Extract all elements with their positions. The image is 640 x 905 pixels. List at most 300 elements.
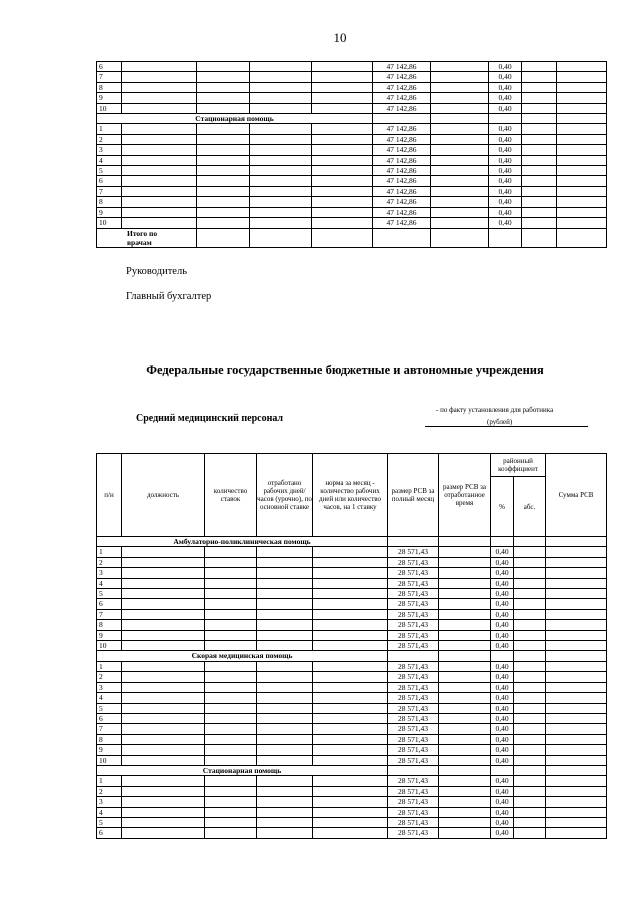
- empty-cell: [257, 589, 313, 599]
- table-row: [97, 547, 607, 557]
- coef-cell: 0,40: [491, 755, 514, 765]
- empty-cell: [546, 682, 607, 692]
- salary-cell: 47 142,86: [373, 207, 431, 217]
- empty-cell: [522, 72, 557, 82]
- empty-cell: [205, 589, 257, 599]
- table-row: [97, 176, 607, 186]
- empty-cell: [312, 207, 373, 217]
- empty-cell: [313, 599, 388, 609]
- note-line-1: - по факту установления для работника: [436, 406, 554, 414]
- empty-cell: [205, 797, 257, 807]
- empty-cell: [439, 734, 491, 744]
- row-number: 8: [97, 82, 122, 92]
- table-row: [97, 186, 607, 196]
- coef-cell: 0,40: [491, 630, 514, 640]
- empty-cell: [122, 797, 205, 807]
- empty-cell: [205, 661, 257, 671]
- salary-cell: 47 142,86: [373, 145, 431, 155]
- salary-cell: 47 142,86: [373, 72, 431, 82]
- empty-cell: [313, 578, 388, 588]
- empty-cell: [257, 745, 313, 755]
- empty-cell: [546, 578, 607, 588]
- empty-cell: [122, 745, 205, 755]
- salary-cell: 47 142,86: [373, 166, 431, 176]
- header-worked: отработано рабочих дней/ часов (урочно), по основной ставке: [257, 454, 313, 537]
- empty-cell: [431, 124, 489, 134]
- empty-cell: [313, 630, 388, 640]
- empty-cell: [546, 776, 607, 786]
- empty-cell: [557, 72, 607, 82]
- section-row: [97, 651, 607, 661]
- row-number: 10: [97, 755, 122, 765]
- salary-cell: 28 571,43: [388, 641, 439, 651]
- empty-cell: [205, 547, 257, 557]
- empty-cell: [514, 713, 546, 723]
- empty-cell: [546, 713, 607, 723]
- empty-cell: [557, 62, 607, 72]
- coef-cell: 0,40: [491, 620, 514, 630]
- empty-cell: [122, 724, 205, 734]
- table-row: [97, 724, 607, 734]
- empty-cell: [122, 103, 197, 113]
- empty-cell: [205, 817, 257, 827]
- empty-cell: [439, 765, 491, 775]
- coef-cell: 0,40: [491, 797, 514, 807]
- empty-cell: [313, 661, 388, 671]
- row-number: 5: [97, 166, 122, 176]
- empty-cell: [514, 745, 546, 755]
- empty-cell: [313, 568, 388, 578]
- empty-cell: [197, 134, 250, 144]
- empty-cell: [250, 134, 312, 144]
- header-rsv-worked: размер РСВ за отработанное время: [439, 454, 491, 537]
- coef-cell: 0,40: [491, 682, 514, 692]
- table-row: [97, 703, 607, 713]
- empty-cell: [514, 578, 546, 588]
- empty-cell: [257, 797, 313, 807]
- empty-cell: [122, 776, 205, 786]
- empty-cell: [546, 724, 607, 734]
- empty-cell: [197, 176, 250, 186]
- empty-cell: [205, 745, 257, 755]
- empty-cell: [257, 609, 313, 619]
- empty-cell: [122, 134, 197, 144]
- empty-cell: [313, 557, 388, 567]
- empty-cell: [439, 786, 491, 796]
- row-number: 3: [97, 797, 122, 807]
- total-label: [97, 228, 197, 247]
- empty-cell: [313, 682, 388, 692]
- coef-cell: 0,40: [489, 186, 522, 196]
- empty-cell: [122, 176, 197, 186]
- empty-cell: [257, 807, 313, 817]
- empty-cell: [313, 807, 388, 817]
- empty-cell: [557, 103, 607, 113]
- empty-cell: [122, 672, 205, 682]
- header-position: должность: [122, 454, 205, 537]
- empty-cell: [197, 145, 250, 155]
- row-number: 7: [97, 186, 122, 196]
- empty-cell: [122, 734, 205, 744]
- coef-cell: 0,40: [491, 807, 514, 817]
- table-row: [97, 599, 607, 609]
- empty-cell: [431, 207, 489, 217]
- empty-cell: [546, 589, 607, 599]
- row-number: 1: [97, 661, 122, 671]
- empty-cell: [250, 82, 312, 92]
- empty-cell: [431, 134, 489, 144]
- empty-cell: [522, 124, 557, 134]
- empty-cell: [313, 734, 388, 744]
- empty-cell: [439, 651, 491, 661]
- empty-cell: [257, 620, 313, 630]
- empty-cell: [197, 218, 250, 228]
- empty-cell: [257, 713, 313, 723]
- salary-cell: 28 571,43: [388, 776, 439, 786]
- row-number: 2: [97, 786, 122, 796]
- empty-cell: [122, 807, 205, 817]
- empty-cell: [439, 630, 491, 640]
- empty-cell: [522, 197, 557, 207]
- empty-cell: [205, 578, 257, 588]
- row-number: 1: [97, 776, 122, 786]
- table-row: [97, 786, 607, 796]
- coef-cell: 0,40: [489, 124, 522, 134]
- empty-cell: [205, 724, 257, 734]
- empty-cell: [312, 155, 373, 165]
- note-underline: [425, 426, 588, 427]
- empty-cell: [205, 734, 257, 744]
- row-number: 10: [97, 218, 122, 228]
- row-number: 3: [97, 568, 122, 578]
- header-coef-abs: абс.: [514, 477, 546, 537]
- empty-cell: [122, 630, 205, 640]
- coef-cell: 0,40: [489, 62, 522, 72]
- empty-cell: [250, 166, 312, 176]
- salary-cell: 28 571,43: [388, 713, 439, 723]
- empty-cell: [439, 745, 491, 755]
- table-row: [97, 589, 607, 599]
- empty-cell: [122, 547, 205, 557]
- empty-cell: [514, 682, 546, 692]
- empty-cell: [514, 641, 546, 651]
- empty-cell: [313, 693, 388, 703]
- empty-cell: [205, 693, 257, 703]
- row-number: 3: [97, 145, 122, 155]
- empty-cell: [491, 765, 514, 775]
- salary-cell: 28 571,43: [388, 745, 439, 755]
- empty-cell: [431, 186, 489, 196]
- empty-cell: [197, 93, 250, 103]
- header-coef-pct: %: [491, 477, 514, 537]
- coef-cell: 0,40: [491, 589, 514, 599]
- table-row: [97, 166, 607, 176]
- salary-cell: 28 571,43: [388, 786, 439, 796]
- empty-cell: [439, 609, 491, 619]
- note-line-2: (рублей): [487, 418, 513, 426]
- empty-cell: [205, 630, 257, 640]
- empty-cell: [257, 641, 313, 651]
- salary-cell: 47 142,86: [373, 62, 431, 72]
- table-row: [97, 828, 607, 838]
- empty-cell: [205, 620, 257, 630]
- coef-cell: 0,40: [491, 661, 514, 671]
- empty-cell: [514, 734, 546, 744]
- empty-cell: [122, 72, 197, 82]
- table-row: [97, 568, 607, 578]
- empty-cell: [546, 641, 607, 651]
- header-sum: Сумма РСВ: [546, 454, 607, 537]
- empty-cell: [439, 755, 491, 765]
- empty-cell: [312, 93, 373, 103]
- empty-cell: [514, 609, 546, 619]
- empty-cell: [313, 828, 388, 838]
- empty-cell: [257, 672, 313, 682]
- row-number: 7: [97, 724, 122, 734]
- row-number: 9: [97, 745, 122, 755]
- empty-cell: [122, 682, 205, 692]
- coef-cell: 0,40: [491, 693, 514, 703]
- empty-cell: [431, 166, 489, 176]
- empty-cell: [522, 145, 557, 155]
- empty-cell: [197, 62, 250, 72]
- empty-cell: [557, 124, 607, 134]
- row-number: 8: [97, 620, 122, 630]
- table-row: [97, 557, 607, 567]
- row-number: 2: [97, 672, 122, 682]
- empty-cell: [514, 765, 546, 775]
- empty-cell: [312, 166, 373, 176]
- table-row: [97, 82, 607, 92]
- salary-cell: 28 571,43: [388, 589, 439, 599]
- coef-cell: 0,40: [491, 568, 514, 578]
- empty-cell: [250, 124, 312, 134]
- salary-cell: 28 571,43: [388, 630, 439, 640]
- empty-cell: [439, 578, 491, 588]
- table-row: [97, 641, 607, 651]
- coef-cell: 0,40: [489, 134, 522, 144]
- empty-cell: [257, 578, 313, 588]
- empty-cell: [431, 72, 489, 82]
- empty-cell: [546, 568, 607, 578]
- empty-cell: [557, 197, 607, 207]
- empty-cell: [514, 630, 546, 640]
- empty-cell: [122, 93, 197, 103]
- empty-cell: [546, 807, 607, 817]
- empty-cell: [122, 599, 205, 609]
- empty-cell: [514, 786, 546, 796]
- empty-cell: [257, 568, 313, 578]
- coef-cell: 0,40: [489, 155, 522, 165]
- empty-cell: [546, 609, 607, 619]
- coef-cell: 0,40: [489, 103, 522, 113]
- coef-cell: 0,40: [489, 72, 522, 82]
- coef-cell: 0,40: [489, 218, 522, 228]
- header-num: п/н: [97, 454, 122, 537]
- empty-cell: [546, 745, 607, 755]
- salary-cell: 47 142,86: [373, 134, 431, 144]
- empty-cell: [257, 703, 313, 713]
- table-row: [97, 620, 607, 630]
- empty-cell: [122, 166, 197, 176]
- row-number: 5: [97, 703, 122, 713]
- empty-cell: [546, 817, 607, 827]
- salary-cell: 28 571,43: [388, 568, 439, 578]
- doctors-table-body-a: [97, 62, 607, 114]
- doctors-table: [96, 61, 607, 248]
- row-number: 7: [97, 609, 122, 619]
- empty-cell: [122, 828, 205, 838]
- salary-cell: 47 142,86: [373, 155, 431, 165]
- table-row: [97, 713, 607, 723]
- empty-cell: [250, 218, 312, 228]
- empty-cell: [313, 641, 388, 651]
- coef-cell: 0,40: [491, 609, 514, 619]
- coef-cell: 0,40: [489, 82, 522, 92]
- salary-cell: 47 142,86: [373, 197, 431, 207]
- empty-cell: [122, 82, 197, 92]
- empty-cell: [257, 557, 313, 567]
- table-row: [97, 693, 607, 703]
- section-row: [97, 765, 607, 775]
- empty-cell: [546, 734, 607, 744]
- table-row: [97, 134, 607, 144]
- empty-cell: [431, 176, 489, 186]
- row-number: 6: [97, 176, 122, 186]
- row-number: 9: [97, 93, 122, 103]
- row-number: 5: [97, 589, 122, 599]
- row-number: 6: [97, 62, 122, 72]
- empty-cell: [250, 207, 312, 217]
- empty-cell: [439, 817, 491, 827]
- coef-cell: 0,40: [489, 207, 522, 217]
- empty-cell: [431, 103, 489, 113]
- coef-cell: 0,40: [491, 734, 514, 744]
- row-number: 4: [97, 578, 122, 588]
- row-number: 9: [97, 630, 122, 640]
- empty-cell: [122, 817, 205, 827]
- coef-cell: 0,40: [489, 197, 522, 207]
- empty-cell: [439, 703, 491, 713]
- empty-cell: [546, 630, 607, 640]
- empty-cell: [522, 207, 557, 217]
- table-row: [97, 745, 607, 755]
- table-row: [97, 207, 607, 217]
- section-row: [97, 537, 607, 547]
- empty-cell: [313, 589, 388, 599]
- empty-cell: [514, 557, 546, 567]
- table-row: [97, 682, 607, 692]
- row-number: 1: [97, 547, 122, 557]
- empty-cell: [250, 186, 312, 196]
- total-row: [97, 228, 607, 247]
- empty-cell: [514, 797, 546, 807]
- row-number: 10: [97, 103, 122, 113]
- empty-cell: [522, 82, 557, 92]
- empty-cell: [439, 641, 491, 651]
- empty-cell: [313, 755, 388, 765]
- empty-cell: [257, 828, 313, 838]
- empty-cell: [439, 620, 491, 630]
- nurses-table: [96, 453, 607, 839]
- empty-cell: [205, 609, 257, 619]
- empty-cell: [522, 176, 557, 186]
- empty-cell: [205, 828, 257, 838]
- empty-cell: [557, 145, 607, 155]
- empty-cell: [313, 724, 388, 734]
- table-row: [97, 807, 607, 817]
- salary-cell: 28 571,43: [388, 693, 439, 703]
- row-number: 4: [97, 693, 122, 703]
- empty-cell: [257, 786, 313, 796]
- empty-cell: [557, 218, 607, 228]
- salary-cell: 28 571,43: [388, 661, 439, 671]
- empty-cell: [439, 589, 491, 599]
- section-row: [97, 114, 607, 124]
- coef-cell: 0,40: [491, 776, 514, 786]
- empty-cell: [312, 72, 373, 82]
- empty-cell: [312, 197, 373, 207]
- empty-cell: [514, 807, 546, 817]
- empty-cell: [514, 828, 546, 838]
- salary-cell: 28 571,43: [388, 620, 439, 630]
- empty-cell: [122, 186, 197, 196]
- empty-cell: [439, 776, 491, 786]
- nurses-table-body: [97, 537, 607, 839]
- doctors-table-body-b: [97, 124, 607, 228]
- empty-cell: [522, 93, 557, 103]
- header-coef-group: районный коэффициент: [491, 454, 546, 477]
- empty-cell: [313, 786, 388, 796]
- empty-cell: [312, 145, 373, 155]
- empty-cell: [514, 661, 546, 671]
- page-number: 10: [333, 30, 347, 45]
- empty-cell: [514, 568, 546, 578]
- row-number: 6: [97, 828, 122, 838]
- empty-cell: [257, 547, 313, 557]
- empty-cell: [205, 682, 257, 692]
- empty-cell: [546, 828, 607, 838]
- empty-cell: [313, 547, 388, 557]
- empty-cell: [312, 218, 373, 228]
- empty-cell: [439, 682, 491, 692]
- empty-cell: [250, 176, 312, 186]
- table-row: [97, 155, 607, 165]
- empty-cell: [122, 207, 197, 217]
- empty-cell: [312, 103, 373, 113]
- empty-cell: [257, 682, 313, 692]
- empty-cell: [122, 703, 205, 713]
- empty-cell: [313, 817, 388, 827]
- empty-cell: [557, 155, 607, 165]
- salary-cell: 47 142,86: [373, 186, 431, 196]
- table-row: [97, 124, 607, 134]
- empty-cell: [439, 672, 491, 682]
- empty-cell: [514, 651, 546, 661]
- empty-cell: [522, 218, 557, 228]
- empty-cell: [250, 103, 312, 113]
- coef-cell: 0,40: [491, 828, 514, 838]
- empty-cell: [439, 547, 491, 557]
- empty-cell: [546, 661, 607, 671]
- empty-cell: [431, 218, 489, 228]
- table-row: [97, 797, 607, 807]
- table-row: [97, 197, 607, 207]
- table-row: [97, 817, 607, 827]
- empty-cell: [257, 599, 313, 609]
- empty-cell: [257, 661, 313, 671]
- empty-cell: [197, 103, 250, 113]
